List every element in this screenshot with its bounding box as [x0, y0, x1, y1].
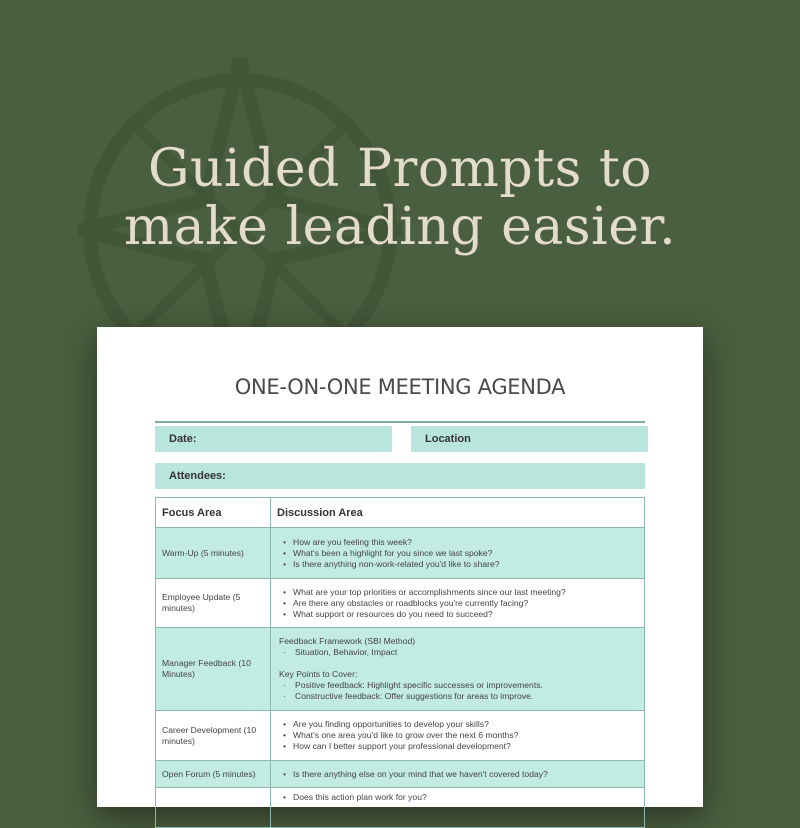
discussion-area-header: Discussion Area [271, 498, 645, 528]
table-row [156, 761, 645, 788]
focus-career-development: Career Development (10 minutes) [156, 711, 271, 761]
attendees-field[interactable] [155, 463, 645, 489]
headline [0, 140, 800, 256]
list-item: · Positive feedback: Highlight specific successes or improvements. [279, 680, 638, 691]
table-row [156, 579, 645, 628]
focus-warmup: Warm-Up (5 minutes) [156, 528, 271, 579]
discussion-warmup [271, 528, 645, 579]
discussion-open-forum [271, 761, 645, 788]
headline-line-1: Guided Prompts to [147, 139, 653, 199]
list-item: • What support or resources do you need to succeed? [279, 609, 638, 620]
agenda-document [97, 327, 703, 807]
document-title: ONE-ON-ONE MEETING AGENDA [234, 375, 566, 399]
list-item: • How are you feeling this week? [279, 537, 638, 548]
table-row [156, 528, 645, 579]
table-header-row [156, 498, 645, 528]
framework-heading: Feedback Framework (SBI Method) [279, 636, 416, 646]
list-item: • What's been a highlight for you since we last spoke? [279, 548, 638, 559]
list-item: · Constructive feedback: Offer suggestions for areas to improve. [279, 691, 638, 702]
key-points-heading: Key Points to Cover: [279, 669, 358, 679]
agenda-table [155, 497, 645, 828]
list-item: • Is there anything non-work-related you'd like to share? [279, 559, 638, 570]
discussion-employee-update [271, 579, 645, 628]
list-item: • Does this action plan work for you? [279, 792, 638, 803]
date-field[interactable] [155, 426, 392, 452]
title-divider [155, 421, 645, 423]
table-row [156, 628, 645, 711]
discussion-career-development [271, 711, 645, 761]
location-label: Location [425, 433, 471, 445]
table-row [156, 711, 645, 761]
list-item: • Are you finding opportunities to develop your skills? [279, 719, 638, 730]
location-field[interactable] [411, 426, 648, 452]
date-label: Date: [169, 433, 197, 445]
discussion-action-plan [271, 788, 645, 828]
list-item: • Are there any obstacles or roadblocks you're currently facing? [279, 598, 638, 609]
list-item: · Situation, Behavior, Impact [279, 647, 638, 658]
table-row [156, 788, 645, 828]
headline-line-2: make leading easier. [123, 197, 677, 257]
focus-area-header: Focus Area [156, 498, 271, 528]
list-item: • What's one area you'd like to grow over the next 6 months? [279, 730, 638, 741]
attendees-label: Attendees: [169, 470, 226, 482]
focus-open-forum: Open Forum (5 minutes) [156, 761, 271, 788]
list-item: • What are your top priorities or accomplishments since our last meeting? [279, 587, 638, 598]
focus-employee-update: Employee Update (5 minutes) [156, 579, 271, 628]
list-item: • Is there anything else on your mind that we haven't covered today? [279, 769, 638, 780]
discussion-manager-feedback [271, 628, 645, 711]
focus-action-plan [156, 788, 271, 828]
list-item: • How can I better support your professional development? [279, 741, 638, 752]
focus-manager-feedback: Manager Feedback (10 Minutes) [156, 628, 271, 711]
